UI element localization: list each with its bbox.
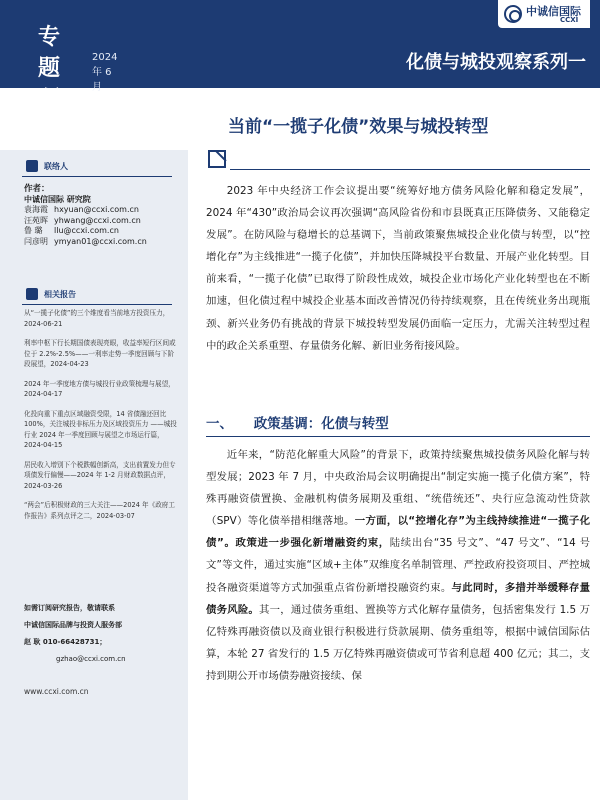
- logo-mark-icon: [504, 5, 522, 23]
- ccxi-logo: [498, 0, 590, 28]
- related-report-link[interactable]: 利率中枢下行长期国债表现亮眼，收益率短行区间或位于 2.2%-2.5%——一利率走势一季度回顾与下阶段展望，2024-04-23: [24, 339, 176, 368]
- report-series-name: 化债与城投观察系列一: [406, 52, 586, 73]
- subscription-contact: [24, 600, 178, 668]
- related-report-link[interactable]: 化投向重下重点区域融资受限，14 省债融还回比 100%，关注城投非标压力及区域投资压力 ——城投行业 2024 年一季度回顾与展望之市场运行篇，2024-04-15: [24, 409, 177, 449]
- author-row: 袁海霞 hxyuan@ccxi.com.cn: [24, 205, 139, 215]
- series-label: 专题研究: [38, 25, 62, 143]
- contact-line: 赵 耿 010-66428731；: [24, 638, 107, 646]
- sidebar-divider: [22, 176, 172, 177]
- bold-lead-1: 一方面，以“控增化存”为主线持续推进“一揽子化债”。政策进一步强化新增融资约束，: [206, 515, 590, 550]
- related-report-link[interactable]: 2024 年一季度地方债与城投行业政策梳理与展望，2024-04-17: [24, 379, 175, 398]
- contact-line: 如需订阅研究报告，敬请联系: [24, 604, 115, 612]
- author-row: 闫彦明 ymyan01@ccxi.com.cn: [24, 236, 147, 246]
- related-report-link[interactable]: 居民收入增别下个税跌幅创新高，支出前置发力但专项债发行偏慢——2024 年 1-2 月财政数据点评，2024-03-26: [24, 460, 176, 490]
- author-email[interactable]: llu@ccxi.com.cn: [54, 226, 119, 236]
- author-row: 鲁 璐 llu@ccxi.com.cn: [24, 226, 119, 236]
- related-reports-icon: [26, 288, 38, 300]
- section-heading: [206, 412, 389, 432]
- author-email[interactable]: yhwang@ccxi.com.cn: [54, 215, 141, 225]
- related-reports-list: [24, 308, 178, 530]
- section-number: 一、: [206, 416, 233, 432]
- contact-line: 中诚信国际品牌与投资人服务部: [24, 621, 122, 629]
- sidebar-divider: [22, 304, 172, 305]
- contact-email[interactable]: gzhao@ccxi.com.cn: [56, 655, 126, 663]
- related-report-link[interactable]: 从“一揽子化债”的三个维度看当前地方投资压力，2024-06-21: [24, 309, 170, 328]
- related-heading: 相关报告: [44, 289, 76, 299]
- logo-text-zh: 中诚信国际: [526, 5, 581, 18]
- website-link[interactable]: www.ccxi.com.cn: [24, 687, 89, 696]
- abstract-paragraph: 2023 年中央经济工作会议提出要“统筹好地方债务风险化解和稳定发展”，2024 年“430”政治局会议再次强调“高风险省份和市县既真正压降债务、又能稳定发展”。在防风险与稳增长的总基调下，当前政策聚焦城投企业化债与转型，以“控增化存”为主线推进“一揽子化债”，并加快压降城投平台数量、开展产业化转型。目前来看，“一揽子化债”已取得了阶段性成效，城投企业市场化产业化转型也在不断加速，但化债过程中城投企业基本面改善情况仍待持续观察，且在传统业务出现瓶颈、新兴业务仍有挑战的背景下城投转型发展仍面临一定压力，尤需关注转型过程中的政企关系重塑、存量债务化解、新旧业务衔接风险。: [206, 185, 590, 352]
- section-divider: [206, 436, 590, 437]
- logo-text-en: CCXI: [560, 16, 579, 24]
- author-email[interactable]: hxyuan@ccxi.com.cn: [54, 205, 139, 215]
- contact-icon: [26, 160, 38, 172]
- report-date: 2024 年 6 月: [92, 52, 118, 93]
- related-heading-section: [0, 286, 188, 302]
- abstract-icon: [206, 148, 230, 170]
- authors-block: [24, 184, 174, 248]
- body-paragraph: 近年来，“防范化解重大风险”的背景下，政策持续聚焦城投债务风险化解与转型发展；2023 年 7 月，中央政治局会议明确提出“制定实施一揽子化债方案”，特殊再融资债置换、金融机构债务展期及重组、“统借统还”、央行应急流动性贷款（SPV）等化债举措相继落地。一方面，以“控增化存”为主线持续推进“一揽子化债”。政策进一步强化新增融资约束，陆续出台“35 号文”、“47 号文”、“14 号文”等文件，通过实施“区域+主体”双维度名单制管理、严控政府投资项目、严控城投各融资渠道等方式加强重点省份新增投融资约束。与此同时，多措并举缓释存量债务风险。其一，通过债务重组、置换等方式化解存量债务，包括密集发行 1.5 万亿特殊再融资债以及商业银行积极进行贷款展期、债务重组等，根据中诚信国际估算，本轮 27 省发行的 1.5 万亿特殊再融资债或可节省利息超 400 亿元；其二，支持到期公开市场债券融资接续、保: [206, 449, 590, 682]
- document-title: 当前“一揽子化债”效果与城投转型: [228, 117, 489, 137]
- section-title: 政策基调：化债与转型: [253, 416, 389, 432]
- contact-heading: 联络人: [44, 161, 68, 171]
- author-org: 中诚信国际 研究院: [24, 194, 91, 204]
- author-row: 汪苑晖 yhwang@ccxi.com.cn: [24, 215, 141, 225]
- related-report-link[interactable]: “两会”后积极财政的三大关注——2024 年《政府工作报告》系列点评之二，2024-03-07: [24, 501, 175, 520]
- bold-lead-2: 与此同时，多措并举缓释存量债务风险。: [206, 581, 590, 616]
- authors-heading: 作者：: [24, 184, 50, 194]
- contact-heading-section: [0, 158, 188, 174]
- author-email[interactable]: ymyan01@ccxi.com.cn: [54, 236, 147, 246]
